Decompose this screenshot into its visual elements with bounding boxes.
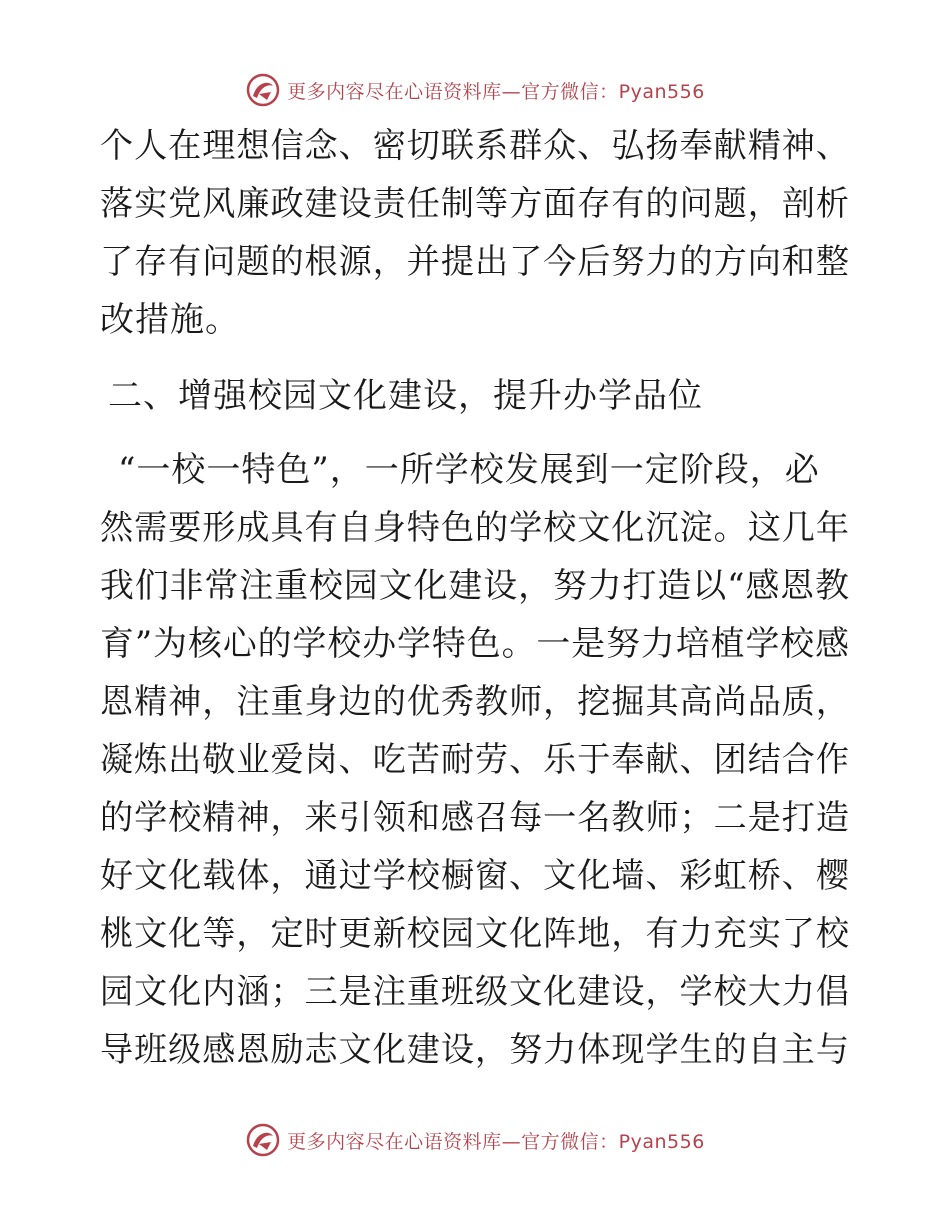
body-line: 落实党风廉政建设责任制等方面存有的问题，剖析 bbox=[100, 184, 850, 224]
body-line: 桃文化等，定时更新校园文化阵地，有力充实了校 bbox=[100, 914, 850, 954]
header-banner bbox=[0, 70, 950, 110]
body-line: 好文化载体，通过学校橱窗、文化墙、彩虹桥、樱 bbox=[100, 856, 850, 896]
red-swirl-logo-icon bbox=[245, 1122, 281, 1158]
body-line: 个人在理想信念、密切联系群众、弘扬奉献精神、 bbox=[100, 126, 850, 166]
body-line: 的学校精神，来引领和感召每一名教师；二是打造 bbox=[100, 798, 850, 838]
footer-banner-text: 更多内容尽在心语资料库—官方微信：Pyan556 bbox=[287, 1130, 705, 1153]
body-line: 改措施。 bbox=[100, 300, 240, 340]
body-line: 我们非常注重校园文化建设，努力打造以“感恩教 bbox=[100, 566, 851, 606]
header-banner-text: 更多内容尽在心语资料库—官方微信：Pyan556 bbox=[287, 80, 705, 103]
body-line: 导班级感恩励志文化建设，努力体现学生的自主与 bbox=[100, 1030, 850, 1070]
body-line: “一校一特色”，一所学校发展到一定阶段，必 bbox=[118, 450, 820, 490]
footer-banner bbox=[0, 1120, 950, 1160]
body-line: 了存有问题的根源，并提出了今后努力的方向和整 bbox=[100, 242, 850, 282]
body-line: 然需要形成具有自身特色的学校文化沉淀。这几年 bbox=[100, 508, 850, 548]
body-line: 凝炼出敬业爱岗、吃苦耐劳、乐于奉献、团结合作 bbox=[100, 740, 850, 780]
red-swirl-logo-icon bbox=[245, 72, 281, 108]
body-line: 恩精神，注重身边的优秀教师，挖掘其高尚品质， bbox=[100, 682, 850, 722]
body-line: 育”为核心的学校办学特色。一是努力培植学校感 bbox=[100, 624, 851, 664]
body-line: 园文化内涵；三是注重班级文化建设，学校大力倡 bbox=[100, 972, 850, 1012]
section-heading: 二、增强校园文化建设，提升办学品位 bbox=[108, 376, 703, 416]
